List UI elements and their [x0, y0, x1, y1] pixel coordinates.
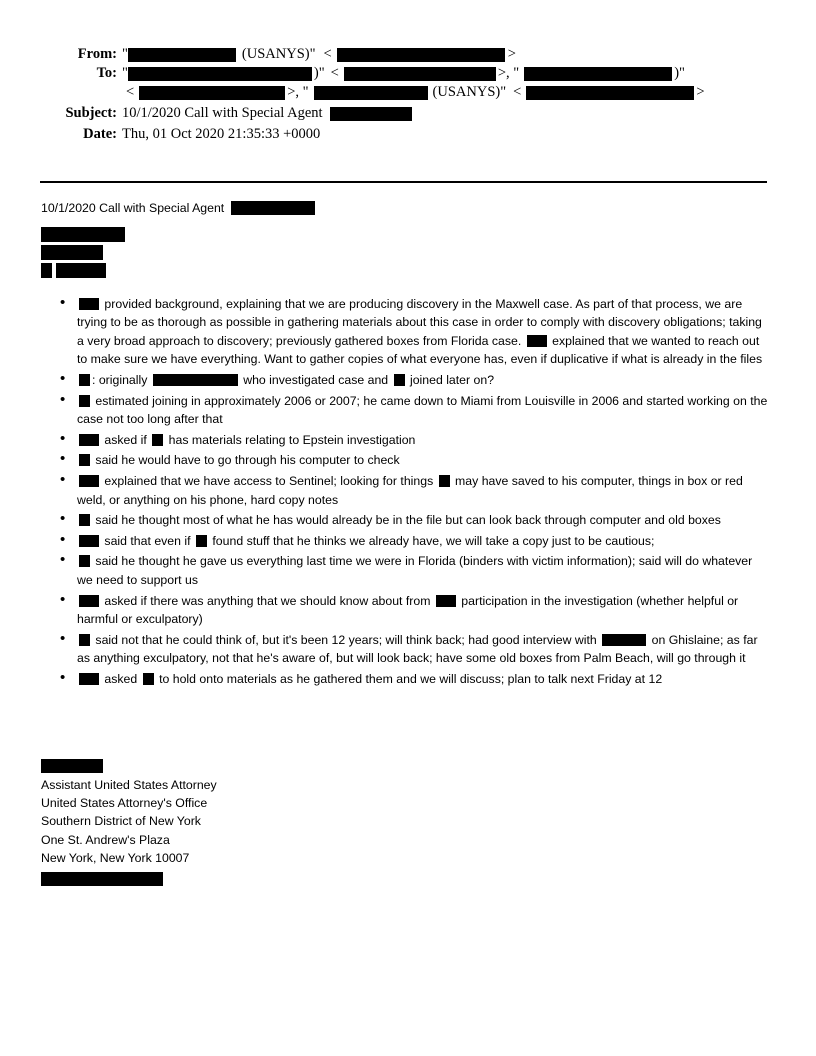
bullet-most-of-what — [41, 511, 771, 530]
to-label: To: — [96, 65, 117, 81]
bullet-text: • said he would have to go through his computer to check — [77, 451, 771, 470]
bullet-text: • said he thought he gave us everything last time we were in Florida (binders with victim information); said will do whatever we need to support us — [77, 554, 753, 587]
from-label: From: — [77, 46, 117, 62]
redaction-inline — [79, 535, 99, 547]
redaction-to-name-2 — [524, 67, 672, 81]
redaction-attendee-1 — [41, 227, 125, 242]
angle-close-quote-to-1: >, " — [497, 65, 520, 81]
bullet-even-if — [41, 532, 771, 551]
redaction-inline — [394, 374, 405, 386]
email-header — [0, 46, 816, 145]
bullet-text: • asked to hold onto materials as he gathered them and we will discuss; plan to talk next Friday at 12 — [77, 670, 771, 689]
redaction-inline — [152, 434, 163, 446]
redaction-attendee-3b — [56, 263, 106, 278]
subject-label: Subject: — [65, 105, 117, 121]
bullet-text: • said not that he could think of, but it's been 12 years; will think back; had good interview with on Ghislaine; as far as anything exculpatory, not that he's aware of, but will look back; have some old boxes from Palm Beach, will go through it — [77, 632, 758, 666]
signature-block — [41, 759, 217, 889]
redaction-attendee-2 — [41, 245, 103, 260]
paren-close-to-2: )" — [674, 65, 685, 81]
from-value — [122, 46, 518, 63]
signature-line-5: New York, New York 10007 — [41, 850, 190, 865]
redaction-inline — [527, 335, 547, 347]
signature-line-2: United States Attorney's Office — [41, 796, 208, 811]
to-value-line2 — [122, 84, 707, 101]
angle-close-from: > — [507, 46, 516, 62]
header-row-subject — [0, 105, 816, 122]
angle-open-to-2: < — [126, 84, 135, 100]
header-row-date — [0, 126, 816, 143]
redaction-signature-name — [41, 759, 103, 773]
redaction-to-address-3 — [526, 86, 694, 100]
date-value: Thu, 01 Oct 2020 21:35:33 +0000 — [122, 126, 321, 142]
angle-open-to-1: < — [330, 65, 339, 81]
notes-bullet-list — [41, 295, 771, 689]
angle-close-quote-to-2: >, " — [287, 84, 309, 100]
angle-close-to-3: > — [696, 84, 705, 100]
attendee-redactions — [41, 227, 771, 281]
redaction-inline — [79, 298, 99, 310]
redaction-inline — [79, 374, 90, 386]
redaction-inline — [79, 434, 99, 446]
bullet-asked-materials — [41, 431, 771, 450]
body-title: 10/1/2020 Call with Special Agent — [41, 201, 225, 215]
body-title-line — [41, 199, 771, 218]
bullet-hold-onto — [41, 670, 771, 689]
bullet-text: • asked if has materials relating to Epstein investigation — [77, 431, 771, 450]
attendee-row-3 — [41, 263, 771, 281]
redaction-inline — [79, 395, 90, 407]
redaction-to-address-2 — [139, 86, 285, 100]
header-row-to-cont — [0, 84, 816, 101]
quote-open-to: " — [122, 65, 128, 81]
bullet-text: • said that even if found stuff that he thinks we already have, we will take a copy just to be cautious; — [77, 532, 771, 551]
to-value-line1 — [122, 65, 687, 82]
header-row-to — [0, 65, 816, 82]
redaction-from-name — [128, 48, 236, 62]
bullet-text: • : originally who investigated case and joined later on? — [77, 371, 771, 390]
redaction-inline — [196, 535, 207, 547]
redaction-inline — [79, 673, 99, 685]
redaction-inline — [439, 475, 450, 487]
email-body — [41, 199, 771, 690]
subject-value — [122, 105, 412, 122]
bullet-binders — [41, 552, 771, 589]
redaction-inline — [602, 634, 646, 646]
redaction-body-title-agent — [231, 201, 315, 215]
header-row-from — [0, 46, 816, 63]
redaction-from-address — [337, 48, 505, 62]
bullet-anything-we-should-know — [41, 592, 771, 629]
redaction-inline — [153, 374, 238, 386]
bullet-background — [41, 295, 771, 369]
redaction-inline — [79, 514, 90, 526]
redaction-inline — [79, 634, 90, 646]
angle-open-to-3: < — [513, 84, 522, 100]
redaction-to-address-1 — [344, 67, 496, 81]
to-usansy-tag: (USANYS)" — [432, 84, 507, 100]
bullet-text: • estimated joining in approximately 2006 or 2007; he came down to Miami from Louisville in 2006 and started working on the case not too long after that — [77, 393, 768, 427]
redaction-to-name-3 — [314, 86, 428, 100]
redaction-subject-agent — [330, 107, 412, 121]
bullet-text: • asked if there was anything that we should know about from participation in the investigation (whether helpful or harmful or exculpatory) — [77, 593, 739, 627]
angle-open-from: < — [323, 46, 332, 62]
bullet-12-years — [41, 631, 771, 668]
redaction-signature-contact — [41, 872, 163, 886]
redaction-inline — [79, 475, 99, 487]
bullet-sentinel — [41, 472, 771, 509]
header-divider — [40, 181, 767, 183]
from-usansy-tag: (USANYS)" — [241, 46, 316, 62]
redaction-inline — [436, 595, 456, 607]
bullet-go-through-computer — [41, 451, 771, 470]
bullet-text: • explained that we have access to Sentinel; looking for things may have saved to his computer, things in box or red weld, or anything on his phone, hard copy notes — [77, 473, 743, 507]
redaction-attendee-3a — [41, 263, 52, 278]
bullet-text: • provided background, explaining that we are producing discovery in the Maxwell case. As part of that process, we are trying to be as thorough as possible in gathering materials about this case in order to comply with discovery obligations; taking a very broad approach to discovery; previously gathered boxes from Florida case. explained that we wanted to reach out to make sure we have everything. Want to gather copies of what everyone has, even if duplicative if what is already in the files — [77, 296, 763, 367]
subject-text: 10/1/2020 Call with Special Agent — [122, 105, 323, 121]
redaction-inline — [79, 555, 90, 567]
signature-line-3: Southern District of New York — [41, 814, 201, 829]
redaction-to-name-1 — [128, 67, 312, 81]
bullet-originally — [41, 371, 771, 390]
signature-line-4: One St. Andrew's Plaza — [41, 832, 170, 847]
signature-line-1: Assistant United States Attorney — [41, 778, 217, 792]
bullet-joining — [41, 392, 771, 429]
quote-open: " — [122, 46, 128, 62]
date-label: Date: — [83, 126, 117, 142]
redaction-inline — [79, 454, 90, 466]
redaction-inline — [143, 673, 154, 685]
paren-close-quote-to-1: )" — [313, 65, 325, 81]
redaction-inline — [79, 595, 99, 607]
bullet-text: • said he thought most of what he has would already be in the file but can look back through computer and old boxes — [77, 511, 771, 530]
